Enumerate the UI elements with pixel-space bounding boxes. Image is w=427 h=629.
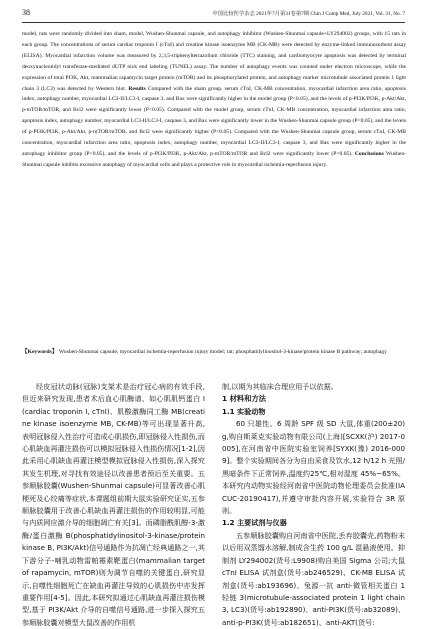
page-header <box>22 8 405 23</box>
right-column <box>222 381 405 629</box>
intro-paragraph: 经皮冠状动脉(冠脉)支架术是治疗冠心病的有效手段,但近来研究发现,患者术后血心肌酶谱、如心肌肌钙蛋白 I(cardiac troponin I, cTnI)、肌酸激酶同工酶 MB(creatine kinase isoenzyme MB, CK-MB)等可出现显著升高,表明冠脉侵入性治疗可造成心肌损伤,即冠脉侵入性损伤,而心肌缺血再灌注损伤可以模拟冠脉侵入性损伤情况[1-2],因此采用心肌缺血再灌注模型模拟冠脉侵入性损伤,深入探究其发生机理,对寻找有效途径以改善患者预后至关重要。五参顺脉胶囊(Wushen-Shunmai capsule)可显著改善心肌梗死及心绞痛等症状,本课题组前期大鼠实验研究证实,五参顺脉胶囊用于改善心肌缺血再灌注损伤的作用较明显,可能与内质网应激介导的细胞凋亡有关[3]。而磷脂酰肌醇-3-激酶/蛋白激酶 B(phosphatidylinositol-3-kinase/protein kinase B, PI3K/Akt)信号通路作为抗凋亡经典通路之一,其下游分子-哺乳动物雷帕霉素靶蛋白(mammalian target of rapamycin, mTOR)则为调节自噬的关键蛋白,研究显示,自噬性细胞死亡在缺血再灌注导致的心肌损伤中亦发挥重要作用[4-5]。因此,本研究拟通过心肌缺血再灌注损伤模型,基于 PI3K/Akt 介导的自噬信号通路,进一步探入探究五参顺脉胶囊对模型大鼠改善的作用机 <box>22 382 205 627</box>
reagents-paragraph: 五参顺脉胶囊购自河南省中医院,丢弃胶囊壳,药物粉末以后用双蒸馏水溶解,制成含生药 100 g/L 混悬液使用。抑制剂 LY294002(货号:L9908)购自美国 Sigma 公司;大鼠 cTnI ELISA 试剂盒(货号:ab246529)、CK-MB ELISA 试剂盒(货号:ab193696)、兔源一抗 anti-微管相关蛋白 1 轻链 3(microtubule-associated protein 1 light chain 3, LC3)(货号:ab192890)、anti-PI3K(货号:ab32089)、anti-p-PI3K(货号:ab182651)、anti-AKT(货号: <box>222 530 405 627</box>
left-column <box>22 381 205 629</box>
subsection-heading-animals: 1.1 实验动物 <box>222 406 266 416</box>
intro-continuation: 制,以期为其临床合理应用予以依据。 <box>222 382 338 391</box>
keywords-text: Wushen-Shunmai capsule; myocardial ischemia-reperfusion injury model; rat; phosphatidylinositol-3-kinase/protein kinase B pathway; autophagy <box>58 349 387 355</box>
abstract-methods: model, rats were randomly divided into sham, model, Wushen-Shunmai capsule, and autophagy inhibitor (Wushen-Shunmai capsule+LY294002) groups, with 15 rats in each group. The concentrations of serum cardiac troponin I (cTnI) and creatine kinase isoenzyme MB (CK-MB) were detected by enzyme-linked immunosorbent assay (ELISA). Myocardial infarction volume was measured by 2,3,5-triphenyltetrazolium chloride (TTC) staining, and cardiomyocyte apoptosis was detected by terminal deoxynucleotidyl transferase-mediated dUTP nick end labeling (TUNEL) assay. The number of autophagy events was counted under electron microscope, while the expression of total PI3K, Akt, mammalian rapamycin target protein (mTOR) and its phosphorylated protein, and autophagy marker microtubule associated protein 1 light chain 3 (LC3) was detected by Western blot. <box>22 31 406 92</box>
keywords-label: 【Keywords】 <box>22 349 58 355</box>
animals-paragraph: 60 只雄性、6 周龄 SPF 级 SD 大鼠,体重(200±20)g,购自斯莱克实验动物有限公司(上海)[SCXK(沪) 2017-0005],在河南省中医院实验室饲养[SYXK(豫) 2016-0009]。整个实验期间各分为自由采食及饮水,12 h/12 h 光照/黑暗条件下正常饲养,温度约25℃,相对湿度 45%~65%。本研究内动物实验经河南省中医院动物伦理委员会批准(IACUC-20190417),并遵守审批内容开展,实验符合 3R 原则。 <box>222 419 405 516</box>
subsection-heading-reagents: 1.2 主要试剂与仪器 <box>222 518 287 528</box>
abstract-results: Compared with the sham group, serum cTnI, CK-MB concentration, myocardial infarction area ratio, apoptosis index, autophagy number, myocardial LC3-II/LC3-I, caspase 3, and Bax were significantly higher in the model group (P<0.05), and the levels of p-PI3K/PI3K, p-Akt/Akt, p-mTOR/mTOR, and Bcl2 were significantly lower (P<0.05). Compared with the model group, serum cTnI, CK-MB concentration, myocardial infarction area ratio, apoptosis index, autophagy number, myocardial LC3-II/LC3-I, caspase 3, and Bax were significantly lower in the Wushen-Shunmai capsule group (P<0.05), and the levels of p-PI3K/PI3K, p-Akt/Akt, p-mTOR/mTOR, and Bcl2 were significantly higher (P<0.05). Compared with the Wushen-Shunmai capsule group, serum cTnI, CK-MB concentration, myocardial infarction area ratio, apoptosis index, autophagy number, myocardial LC3-II/LC3-I, caspase 3, and Bax were significantly higher in the autophagy inhibitor group (P<0.05), and the levels of p-PI3K/PI3K, p-Akt/Akt, p-mTOR/mTOR and Bcl2 were significantly lower (P<0.05). <box>22 85 407 157</box>
results-label: Results <box>128 85 146 92</box>
journal-info: 中国比较医学杂志 2021年7月第31卷第7期 Chin J Comp Med, July 2021, Vol. 31, No. 7 <box>212 11 405 17</box>
page-number: 38 <box>22 8 30 17</box>
conclusions-label: Conclusions <box>354 150 384 157</box>
keywords <box>22 347 406 357</box>
english-abstract <box>22 29 406 171</box>
section-heading-methods: 1 材料和方法 <box>222 394 267 404</box>
abstract-conclusions: Wushen-Shunmai capsule inhibits excessive autophagy of myocardial cells and plays a protective role in myocardial ischemia-reperfusion injury. <box>22 150 406 168</box>
